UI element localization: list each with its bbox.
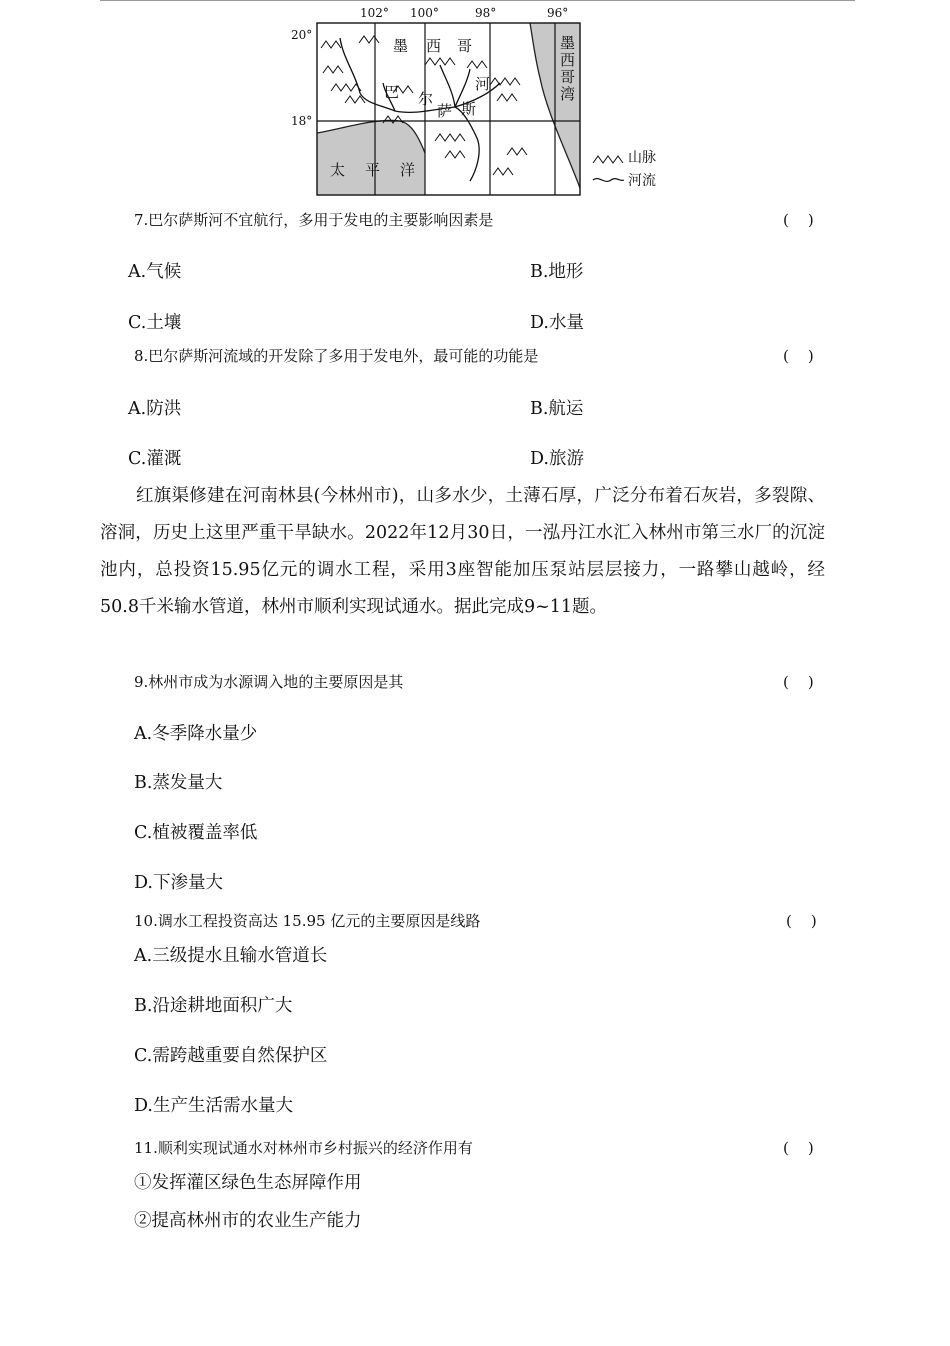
river-char-si: 斯 — [461, 100, 477, 118]
pacific-char-2: 平 — [365, 161, 381, 179]
lat-20: 20° — [291, 28, 313, 42]
gulf-char-1: 墨 — [560, 34, 576, 52]
lon-100: 100° — [410, 6, 439, 20]
q10-option-a[interactable]: A.三级提水且输水管道长 — [134, 946, 328, 966]
q8-option-c[interactable]: C.灌溉 — [128, 449, 182, 469]
q8-option-b[interactable]: B.航运 — [530, 399, 584, 419]
q8-stem: 8.巴尔萨斯河流域的开发除了多用于发电外，最可能的功能是 — [134, 347, 539, 365]
lon-102: 102° — [360, 6, 389, 20]
q7-option-d[interactable]: D.水量 — [530, 313, 584, 333]
legend-rivers-label: 河流 — [628, 173, 656, 189]
q10-option-c[interactable]: C.需跨越重要自然保护区 — [134, 1046, 328, 1066]
q11-answer-blank[interactable]: ( ) — [783, 1139, 814, 1157]
q10-stem: 10.调水工程投资高达 15.95 亿元的主要原因是线路 — [134, 912, 481, 930]
pacific-char-3: 洋 — [400, 161, 416, 179]
lon-98: 98° — [475, 6, 497, 20]
mexico-char-2: 西 — [426, 37, 442, 55]
gulf-char-4: 湾 — [560, 85, 576, 103]
q7-option-a[interactable]: A.气候 — [128, 262, 182, 282]
q9-option-d[interactable]: D.下渗量大 — [134, 873, 223, 893]
q8-option-d[interactable]: D.旅游 — [530, 449, 584, 469]
q11-item-2: ②提高林州市的农业生产能力 — [134, 1211, 362, 1231]
q9-option-a[interactable]: A.冬季降水量少 — [134, 724, 258, 744]
legend-mountains-label: 山脉 — [628, 150, 656, 166]
top-rule — [100, 0, 855, 1]
q11-item-1: ①发挥灌区绿色生态屏障作用 — [134, 1173, 362, 1193]
legend-river-icon — [593, 179, 624, 182]
q7-answer-blank[interactable]: ( ) — [783, 211, 814, 229]
q10-option-b[interactable]: B.沿途耕地面积广大 — [134, 996, 293, 1016]
river-char-er: 尔 — [418, 90, 434, 108]
reading-passage: 红旗渠修建在河南林县(今林州市)，山多水少，土薄石厚，广泛分布着石灰岩，多裂隙、溶洞，历史上这里严重干旱缺水。2022年12月30日，一泓丹江水汇入林州市第三水厂的沉淀池内，总投资15.95亿元的调水工程，采用3座智能加压泵站层层接力，一路攀山越岭，经50.8千米输水管道，林州市顺利实现试通水。据此完成9~11题。 — [100, 486, 825, 617]
q9-option-c[interactable]: C.植被覆盖率低 — [134, 823, 258, 843]
q10-option-d[interactable]: D.生产生活需水量大 — [134, 1096, 293, 1116]
balsas-river-map — [285, 3, 675, 203]
gulf-char-2: 西 — [560, 51, 576, 69]
river-char-ba: 巴 — [384, 83, 400, 101]
river-char-he: 河 — [475, 75, 491, 93]
q8-answer-blank[interactable]: ( ) — [783, 347, 814, 365]
q9-option-b[interactable]: B.蒸发量大 — [134, 773, 223, 793]
q8-option-a[interactable]: A.防洪 — [128, 399, 182, 419]
q9-stem: 9.林州市成为水源调入地的主要原因是其 — [134, 673, 404, 691]
lat-18: 18° — [291, 114, 313, 128]
gulf-char-3: 哥 — [560, 68, 576, 86]
q10-answer-blank[interactable]: ( ) — [786, 912, 817, 930]
lon-96: 96° — [547, 6, 569, 20]
river-char-sa: 萨 — [437, 102, 453, 120]
q7-stem: 7.巴尔萨斯河不宜航行，多用于发电的主要影响因素是 — [134, 211, 494, 229]
q7-option-b[interactable]: B.地形 — [530, 262, 584, 282]
q9-answer-blank[interactable]: ( ) — [783, 673, 814, 691]
pacific-ocean-area — [317, 120, 425, 195]
legend-mountain-icon — [593, 156, 623, 163]
q11-stem: 11.顺利实现试通水对林州市乡村振兴的经济作用有 — [134, 1139, 473, 1157]
mexico-char-3: 哥 — [457, 37, 473, 55]
pacific-char-1: 太 — [330, 161, 346, 179]
mexico-char-1: 墨 — [393, 37, 409, 55]
q7-option-c[interactable]: C.土壤 — [128, 313, 182, 333]
